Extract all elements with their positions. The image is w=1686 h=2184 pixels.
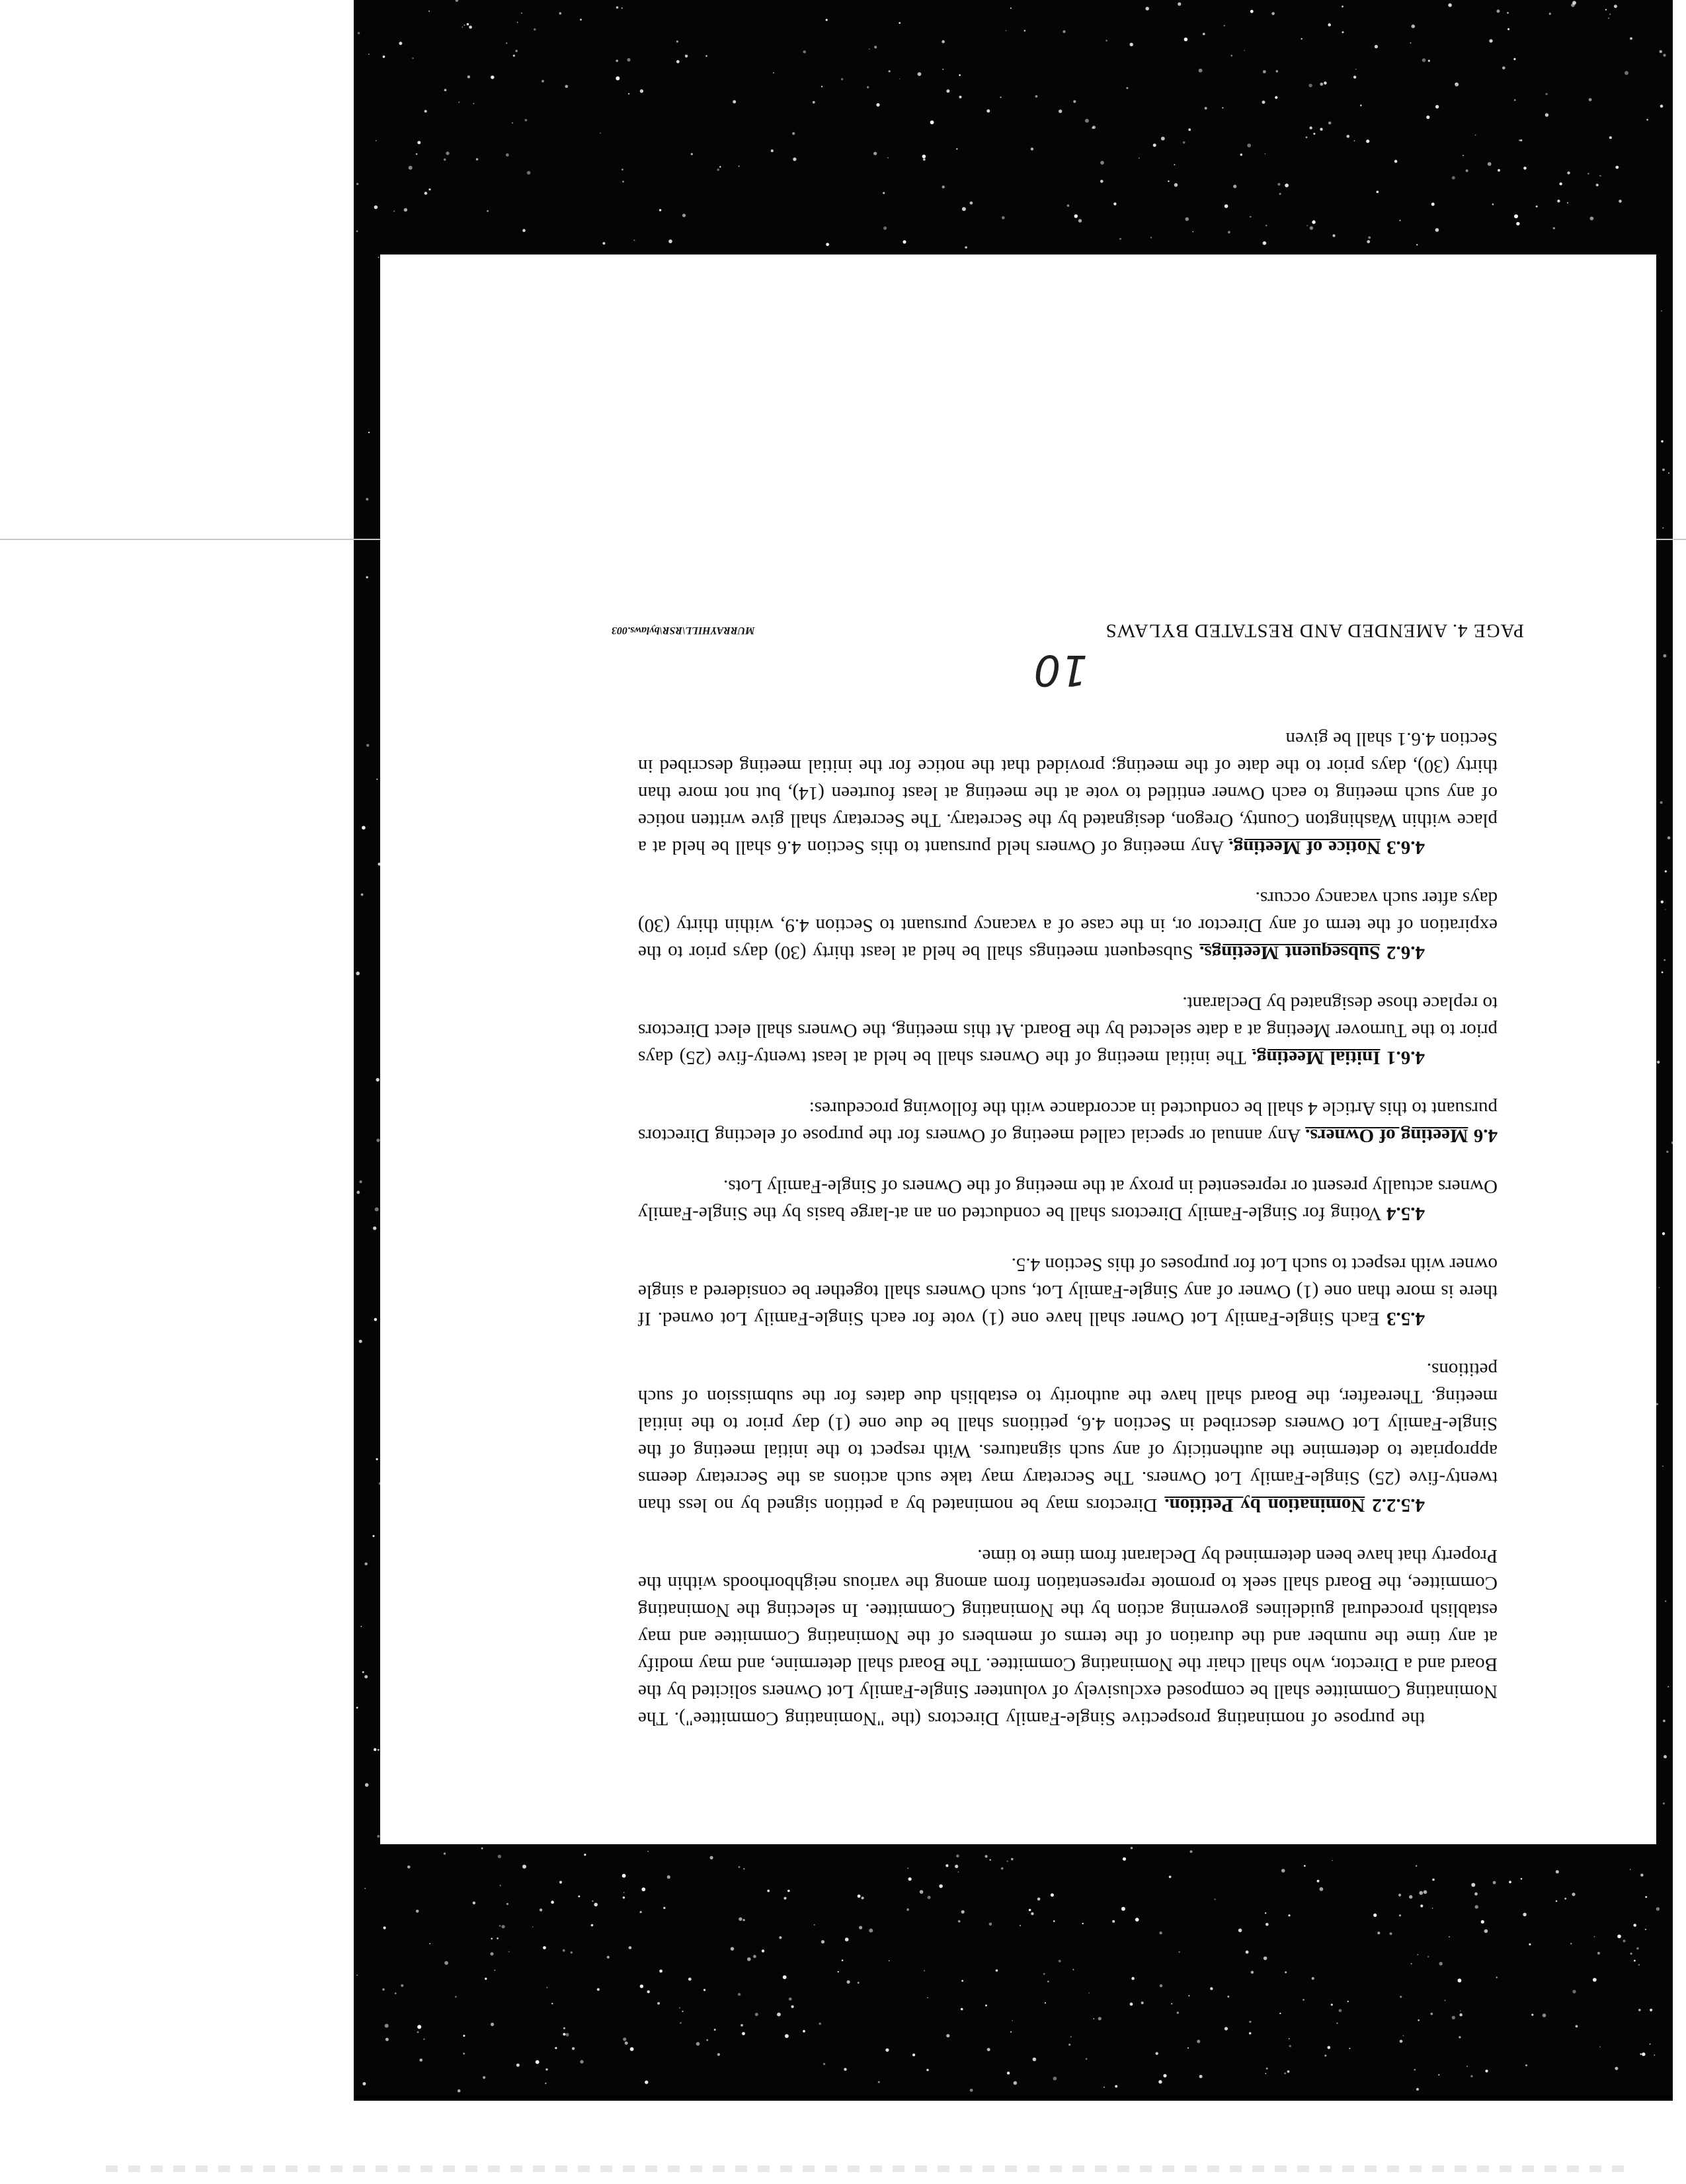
section-number: 4.6.2 [1386, 942, 1425, 963]
footer-page-label: PAGE 4. AMENDED AND RESTATED BYLAWS [1105, 620, 1524, 641]
section-number: 4.6.1 [1386, 1047, 1425, 1068]
paragraph [638, 990, 1498, 1071]
paragraph-text: Each Single-Family Lot Owner shall have one (1) vote for each Single-Family Lot owned. If there is more than one (1) Owner of any Single-Family Lot, such Owners shall together be considered a single owner with respect to such Lot for purposes of this Section 4.5. [638, 1254, 1498, 1329]
section-number: 4.6 [1473, 1125, 1498, 1146]
paragraph-text: Subsequent meetings shall be held at least thirty (30) days prior to the expiration of the term of any Director or, in the case of a vacancy pursuant to Section 4.9, within thirty (30) days after such vacancy occurs. [637, 888, 1498, 963]
paragraph [638, 1095, 1498, 1149]
paragraph [638, 1542, 1498, 1732]
paragraph [638, 1251, 1498, 1332]
section-heading: Meeting of Owners. [1305, 1125, 1468, 1146]
scan-border [354, 2095, 1673, 2101]
paragraph [638, 884, 1498, 966]
document-page [380, 254, 1656, 1844]
paragraph [638, 1356, 1498, 1518]
paragraph-text: Any meeting of Owners held pursuant to this Section 4.6 shall be held at a place within Washington County, Oregon, designated by the Secretary. The Secretary shall give written notice of any such meeting to each Owner entitled to vote at the meeting at least fourteen (14), but not more than thirty (30), days prior to the date of the meeting; provided that the notice for the initial meeting described in Section 4.6.1 shall be given [637, 728, 1498, 858]
section-number: 4.5.3 [1386, 1308, 1425, 1329]
footer-file-path: MURRAYHILL\RSR\bylaws.003 [612, 625, 755, 636]
section-heading: Initial Meeting. [1252, 1047, 1381, 1068]
flipped-page-content [380, 254, 1656, 1844]
section-number: 4.5.4 [1386, 1203, 1425, 1224]
document-body [638, 701, 1498, 1732]
section-heading: Subsequent Meetings. [1199, 942, 1381, 963]
page-footer [612, 602, 1524, 641]
section-number: 4.6.3 [1386, 837, 1425, 858]
section-number: 4.5.2.2 [1372, 1495, 1425, 1516]
paragraph [638, 1173, 1498, 1227]
paragraph-text: Directors may be nominated by a petition signed by no less than twenty-five (25) Single-Family Lot Owners. The Secretary may take such actions as the Secretary deems appropriate to determine the authenticity of any such signatures. With respect to the initial meeting of the Single-Family Lot Owners described in Section 4.6, petitions shall be due one (1) day prior to the initial meeting. Thereafter, the Board shall have the authority to establish due dates for the submission of such petitions. [637, 1359, 1498, 1516]
handwritten-page-number: 10 [1033, 645, 1088, 694]
section-heading: Notice of Meeting. [1228, 837, 1381, 858]
paragraph-text: Any annual or special called meeting of Owners for the purpose of electing Directors pursuant to this Article 4 shall be conducted in accordance with the following procedures: [637, 1098, 1498, 1146]
paragraph-text: The initial meeting of the Owners shall be held at least twenty-five (25) days prior to the Turnover Meeting at a date selected by the Board. At this meeting, the Owners shall elect Directors to replace those designated by Declarant. [637, 993, 1498, 1068]
paragraph-text: Voting for Single-Family Directors shall be conducted on an at-large basis by the Single-Family Owners actually present or represented in proxy at the meeting of the Owners of Single-Family Lots. [638, 1176, 1498, 1224]
paragraph [638, 725, 1498, 861]
bleed-through-text [106, 2165, 1626, 2172]
paragraph-text: the purpose of nominating prospective Single-Family Directors (the "Nominating Committee"). The Nominating Committee shall be composed exclusively of volunteer Single-Family Lot Owners solicited by the Board and a Director, who shall chair the Nominating Committee. The Board shall determine, and may modify at any time the number and the duration of the terms of members of the Nominating Committee and may establish procedural guidelines governing action by the Nominating Committee. In selecting the Nominating Committee, the Board shall seek to promote representation from among the various neighborhoods within the Property that have been determined by Declarant from time to time. [638, 1545, 1498, 1729]
section-heading: Nomination by Petition. [1164, 1495, 1365, 1516]
